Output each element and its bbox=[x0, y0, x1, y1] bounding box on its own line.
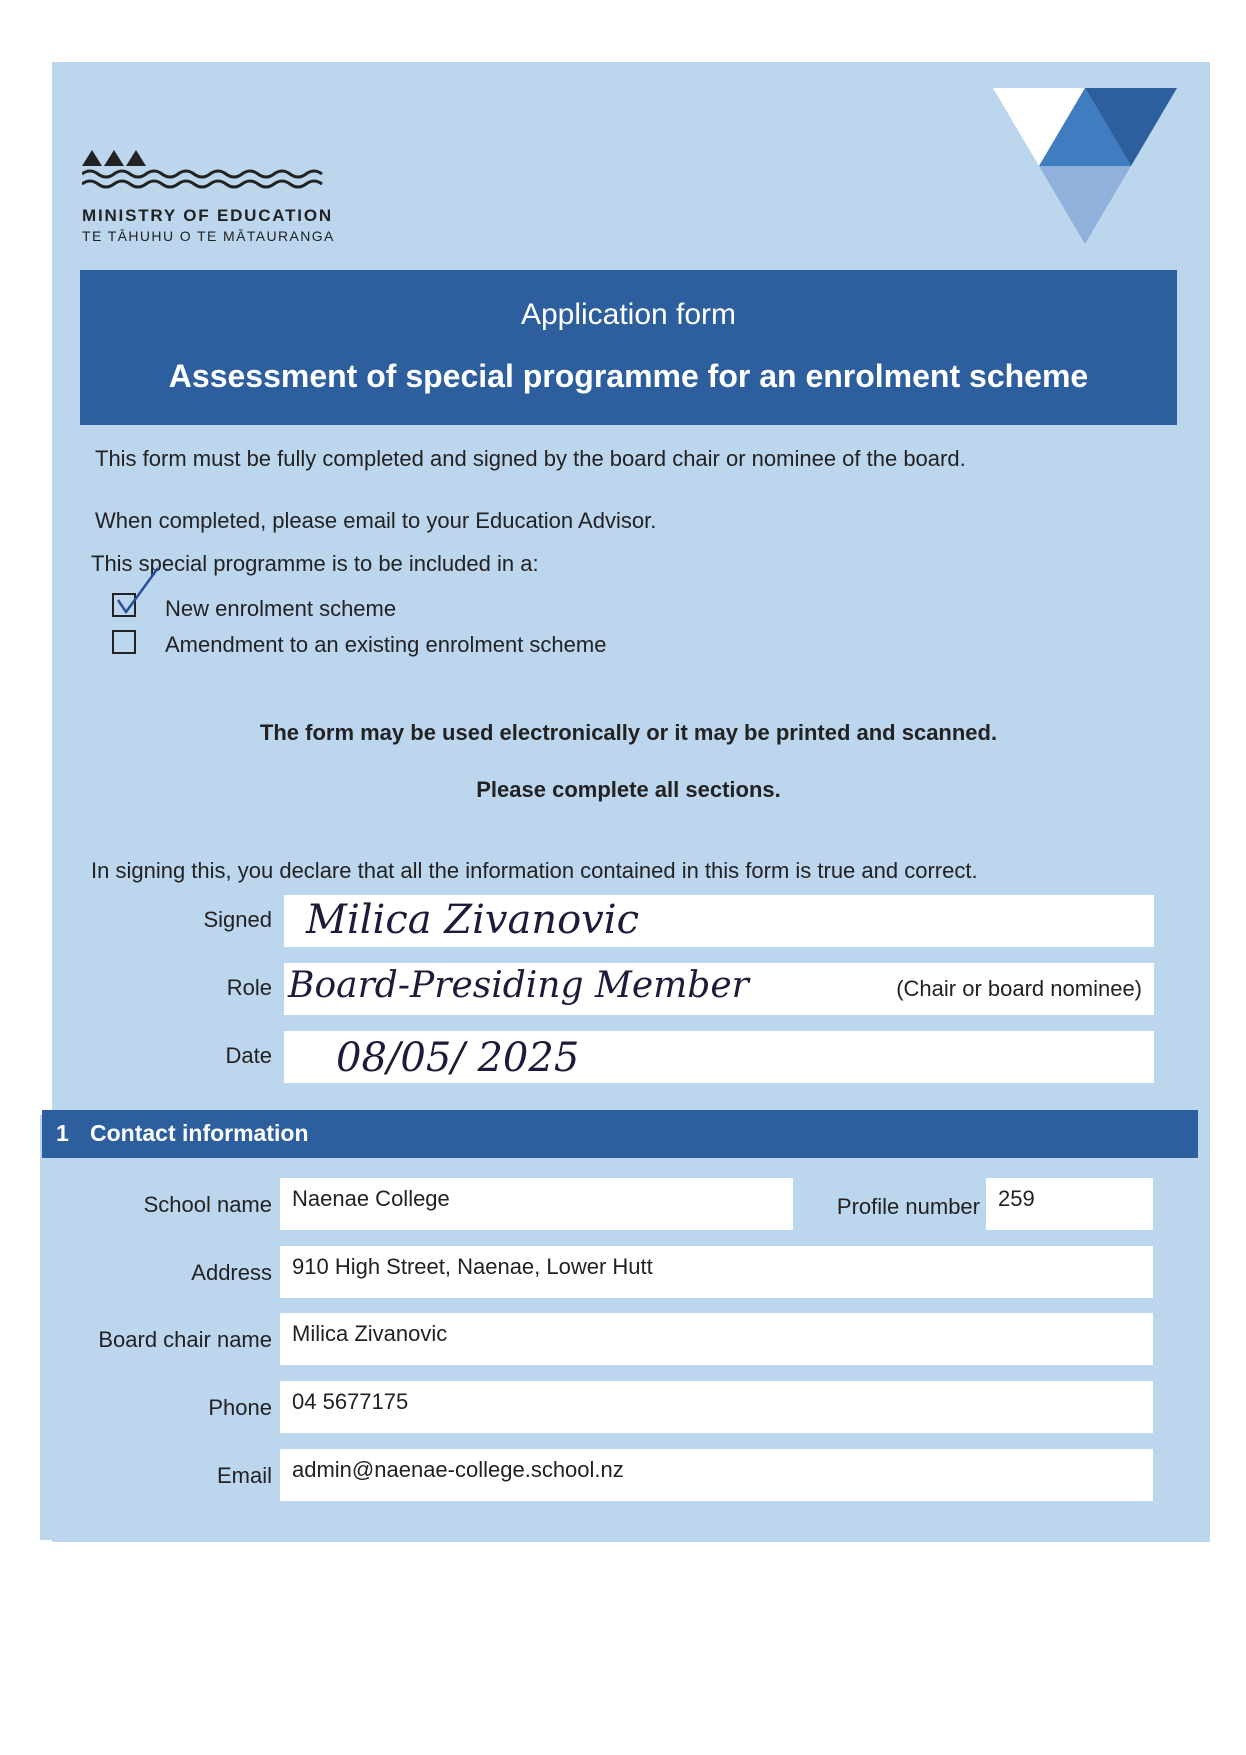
option-amend-label: Amendment to an existing enrolment scheme bbox=[165, 632, 607, 657]
email-value: admin@naenae-college.school.nz bbox=[292, 1457, 624, 1482]
form-type: Application form bbox=[520, 298, 737, 331]
ministry-maori-name: TE TĀHUHU O TE MĀTAURANGA bbox=[82, 228, 335, 244]
ministry-name: MINISTRY OF EDUCATION bbox=[82, 206, 333, 225]
option-new-label: New enrolment scheme bbox=[165, 596, 397, 621]
email-label: Email bbox=[216, 1463, 272, 1488]
section-number: 1 bbox=[56, 1120, 69, 1146]
date-value: 08/05/ 2025 bbox=[336, 1035, 580, 1081]
declaration-statement: In signing this, you declare that all the information contained in this form is true and correct. bbox=[91, 858, 978, 883]
option-amend-checkbox[interactable] bbox=[112, 630, 136, 654]
board-chair-field[interactable] bbox=[280, 1313, 1153, 1365]
role-field[interactable] bbox=[284, 963, 1154, 1015]
email-field[interactable] bbox=[280, 1449, 1153, 1501]
signature: Milica Zivanovic bbox=[306, 897, 639, 943]
school-name-field[interactable] bbox=[280, 1178, 793, 1230]
intro-line-3: This special programme is to be included in a: bbox=[91, 551, 539, 576]
address-label: Address bbox=[191, 1260, 272, 1285]
signed-field[interactable] bbox=[284, 895, 1154, 947]
title-banner bbox=[80, 270, 1177, 425]
profile-number-label: Profile number bbox=[836, 1194, 980, 1219]
checkmark-icon bbox=[110, 560, 170, 620]
board-chair-label: Board chair name bbox=[98, 1327, 272, 1352]
date-label: Date bbox=[225, 1043, 272, 1068]
section-title: Contact information bbox=[90, 1120, 309, 1146]
date-field[interactable] bbox=[284, 1031, 1154, 1083]
address-field[interactable] bbox=[280, 1246, 1153, 1298]
profile-number-value: 259 bbox=[998, 1186, 1035, 1211]
school-name-label: School name bbox=[143, 1192, 272, 1217]
address-value: 910 High Street, Naenae, Lower Hutt bbox=[292, 1254, 653, 1279]
phone-field[interactable] bbox=[280, 1381, 1153, 1433]
complete-note: Please complete all sections. bbox=[476, 777, 781, 802]
intro-line-2: When completed, please email to your Education Advisor. bbox=[95, 508, 657, 533]
phone-value: 04 5677175 bbox=[292, 1389, 409, 1414]
triangle-logo-icon bbox=[993, 86, 1177, 246]
board-chair-value: Milica Zivanovic bbox=[292, 1321, 448, 1346]
form-title: Assessment of special programme for an enrolment scheme bbox=[168, 358, 1089, 394]
phone-label: Phone bbox=[208, 1395, 272, 1420]
profile-number-field[interactable] bbox=[986, 1178, 1153, 1230]
electronic-note: The form may be used electronically or it may be printed and scanned. bbox=[259, 720, 998, 745]
section-1-header bbox=[42, 1110, 1198, 1158]
role-hint: (Chair or board nominee) bbox=[896, 976, 1142, 1001]
signed-label: Signed bbox=[203, 907, 272, 932]
school-name-value: Naenae College bbox=[292, 1186, 450, 1211]
role-label: Role bbox=[226, 975, 272, 1000]
role-value: Board-Presiding Member bbox=[288, 965, 749, 1006]
intro-line-1: This form must be fully completed and signed by the board chair or nominee of the board. bbox=[95, 446, 966, 471]
